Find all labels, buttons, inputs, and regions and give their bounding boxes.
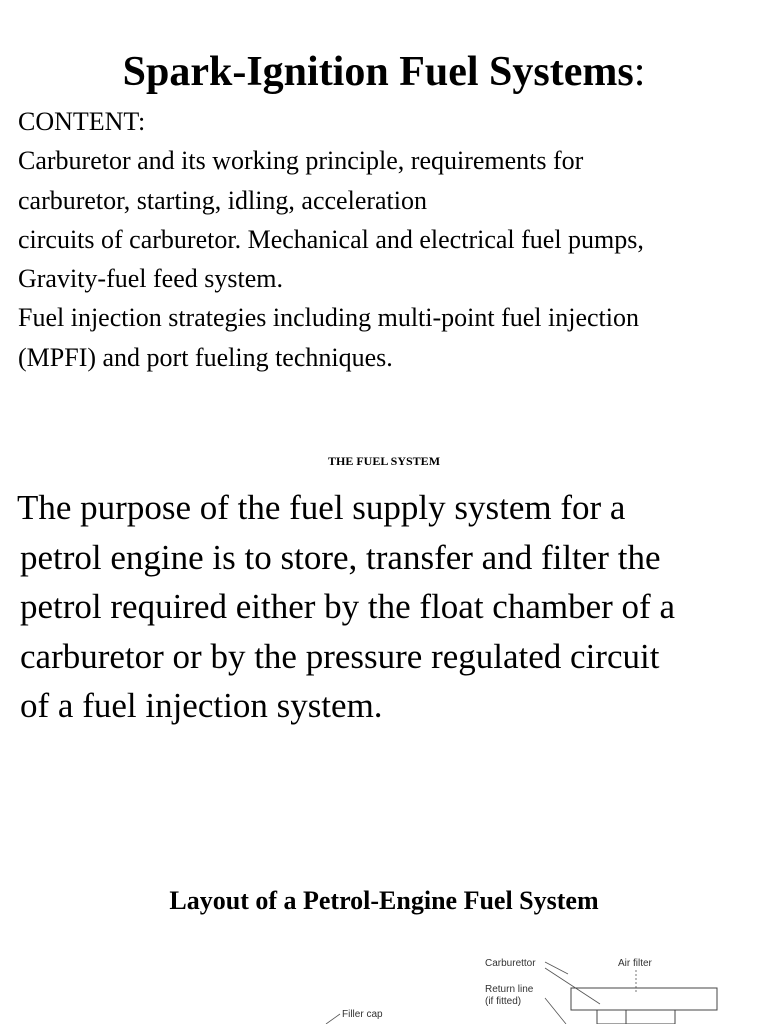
- diagram-svg: [0, 938, 768, 1024]
- label-return-line: Return line: [485, 984, 534, 995]
- label-air-filter: Air filter: [618, 958, 652, 969]
- page-title: [0, 46, 768, 98]
- carburettor-body: [597, 1010, 675, 1024]
- purpose-line: of a fuel injection system.: [20, 686, 383, 725]
- title-text: Spark-Ignition Fuel Systems: [122, 49, 634, 95]
- purpose-line: petrol engine is to store, transfer and filter the: [20, 537, 661, 577]
- section-label: THE FUEL SYSTEM: [327, 454, 441, 468]
- layout-heading: Layout of a Petrol-Engine Fuel System: [169, 886, 599, 915]
- title-colon: :: [633, 49, 646, 95]
- content-heading: CONTENT:: [18, 107, 146, 136]
- label-carburettor: Carburettor: [485, 958, 536, 969]
- content-line: Fuel injection strategies including multi-point fuel injection: [18, 303, 639, 333]
- content-line: Gravity-fuel feed system.: [18, 264, 283, 294]
- label-filler-cap: Filler cap: [342, 1009, 383, 1020]
- return-line-leader: [545, 998, 566, 1024]
- label-if-fitted: (if fitted): [485, 996, 522, 1007]
- purpose-line: petrol required either by the float chamber of a: [20, 587, 675, 626]
- purpose-line: carburetor or by the pressure regulated circuit: [20, 636, 660, 676]
- content-line: Carburetor and its working principle, requirements for: [18, 146, 584, 176]
- fuel-system-diagram: [0, 938, 768, 1024]
- filler-cap-leader: [326, 1014, 340, 1024]
- content-line: carburetor, starting, idling, acceleration: [18, 185, 428, 215]
- purpose-line: The purpose of the fuel supply system for a: [17, 488, 626, 527]
- purpose-paragraph: [17, 483, 760, 731]
- carburettor-leader: [545, 962, 568, 974]
- carburettor-leader-2: [545, 968, 600, 1004]
- content-line: circuits of carburetor. Mechanical and electrical fuel pumps,: [18, 224, 644, 254]
- content-section: [18, 102, 748, 377]
- content-line: (MPFI) and port fueling techniques.: [18, 342, 393, 372]
